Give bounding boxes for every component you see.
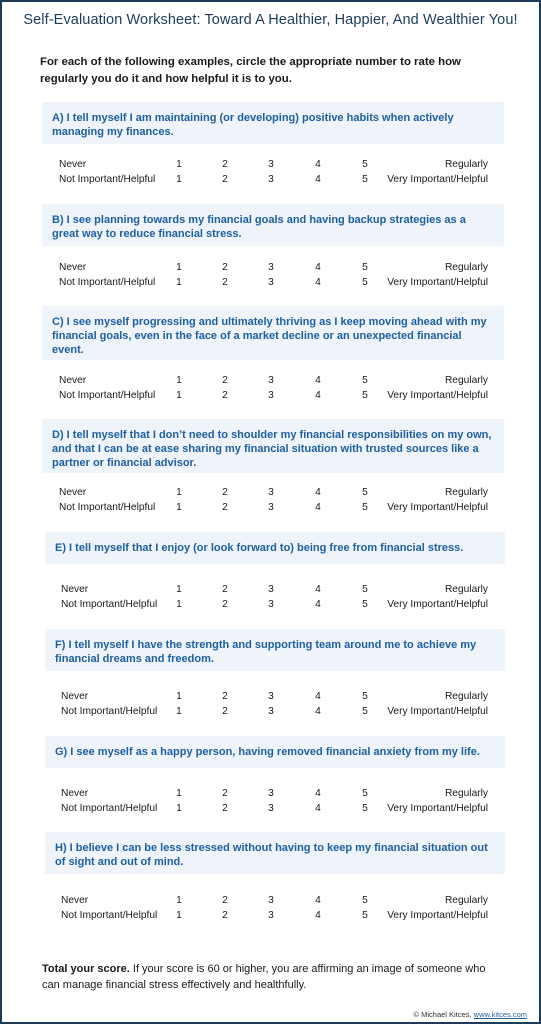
rating-high-label: Regularly: [444, 159, 488, 170]
importance-rating-row: [61, 910, 488, 924]
rating-option-5[interactable]: 5: [362, 159, 368, 170]
rating-option-1[interactable]: 1: [176, 584, 182, 595]
rating-option-1[interactable]: 1: [176, 487, 182, 498]
frequency-rating-row: [61, 691, 488, 705]
rating-option-3[interactable]: 3: [268, 788, 274, 799]
rating-option-1[interactable]: 1: [176, 803, 182, 814]
rating-high-label: Regularly: [444, 487, 488, 498]
rating-option-1[interactable]: 1: [176, 788, 182, 799]
rating-low-label: Not Important/Helpful: [59, 502, 156, 513]
rating-option-1[interactable]: 1: [176, 599, 182, 610]
rating-option-3[interactable]: 3: [268, 390, 274, 401]
rating-option-4[interactable]: 4: [315, 599, 321, 610]
rating-option-3[interactable]: 3: [268, 691, 274, 702]
rating-option-2[interactable]: 2: [222, 174, 228, 185]
page-title: Self-Evaluation Worksheet: Toward A Healthier, Happier, And Wealthier You!: [23, 12, 518, 28]
rating-option-1[interactable]: 1: [176, 277, 182, 288]
rating-low-label: Never: [61, 584, 89, 595]
rating-option-4[interactable]: 4: [315, 691, 321, 702]
rating-option-3[interactable]: 3: [268, 706, 274, 717]
importance-rating-row: [59, 277, 488, 291]
rating-option-2[interactable]: 2: [222, 487, 228, 498]
rating-high-label: Regularly: [444, 895, 488, 906]
rating-high-label: Very Important/Helpful: [387, 803, 488, 814]
rating-option-5[interactable]: 5: [362, 502, 368, 513]
rating-option-2[interactable]: 2: [222, 390, 228, 401]
rating-low-label: Not Important/Helpful: [61, 910, 158, 921]
rating-high-label: Regularly: [444, 262, 488, 273]
rating-high-label: Regularly: [444, 691, 488, 702]
rating-high-label: Very Important/Helpful: [387, 277, 488, 288]
rating-option-4[interactable]: 4: [315, 910, 321, 921]
importance-rating-row: [59, 174, 488, 188]
rating-option-5[interactable]: 5: [362, 910, 368, 921]
rating-option-5[interactable]: 5: [362, 803, 368, 814]
rating-high-label: Very Important/Helpful: [387, 174, 488, 185]
rating-low-label: Not Important/Helpful: [61, 599, 158, 610]
rating-option-1[interactable]: 1: [176, 390, 182, 401]
rating-option-5[interactable]: 5: [362, 375, 368, 386]
rating-option-2[interactable]: 2: [222, 502, 228, 513]
total-score-text: If your score is 60 or higher, you are affirming an image of someone who can manage financial stress effectively and healthfully.: [42, 963, 486, 991]
copyright-credit: [414, 1010, 527, 1019]
rating-option-5[interactable]: 5: [362, 390, 368, 401]
rating-option-1[interactable]: 1: [176, 375, 182, 386]
rating-option-5[interactable]: 5: [362, 895, 368, 906]
importance-rating-row: [59, 390, 488, 404]
frequency-rating-row: [59, 375, 488, 389]
rating-option-4[interactable]: 4: [315, 584, 321, 595]
rating-option-2[interactable]: 2: [222, 910, 228, 921]
rating-low-label: Never: [59, 375, 87, 386]
rating-option-5[interactable]: 5: [362, 262, 368, 273]
rating-high-label: Very Important/Helpful: [387, 706, 488, 717]
copyright-text: © Michael Kitces,: [413, 1010, 474, 1019]
rating-option-1[interactable]: 1: [176, 159, 182, 170]
question-e: E) I tell myself that I enjoy (or look forward to) being free from financial stress.: [45, 532, 505, 564]
frequency-rating-row: [61, 895, 488, 909]
importance-rating-row: [59, 502, 488, 516]
rating-option-2[interactable]: 2: [222, 584, 228, 595]
rating-option-1[interactable]: 1: [176, 706, 182, 717]
question-c: C) I see myself progressing and ultimately thriving as I keep moving ahead with my financial goals, even in the face of a market decline or an unexpected financial event.: [42, 306, 504, 360]
rating-option-3[interactable]: 3: [268, 910, 274, 921]
website-link[interactable]: www.kitces.com: [473, 1010, 527, 1019]
rating-low-label: Not Important/Helpful: [61, 706, 158, 717]
rating-option-1[interactable]: 1: [176, 910, 182, 921]
rating-low-label: Never: [59, 159, 87, 170]
rating-option-2[interactable]: 2: [222, 803, 228, 814]
rating-option-5[interactable]: 5: [362, 487, 368, 498]
rating-low-label: Not Important/Helpful: [59, 277, 156, 288]
rating-option-2[interactable]: 2: [222, 375, 228, 386]
rating-option-2[interactable]: 2: [222, 788, 228, 799]
frequency-rating-row: [59, 262, 488, 276]
rating-high-label: Regularly: [444, 584, 488, 595]
rating-option-1[interactable]: 1: [176, 174, 182, 185]
question-b: B) I see planning towards my financial goals and having backup strategies as a great way to reduce financial stress.: [42, 204, 504, 246]
rating-option-3[interactable]: 3: [268, 277, 274, 288]
question-h: H) I believe I can be less stressed without having to keep my financial situation out of sight and out of mind.: [45, 832, 505, 874]
rating-option-2[interactable]: 2: [222, 277, 228, 288]
rating-option-2[interactable]: 2: [222, 706, 228, 717]
rating-option-1[interactable]: 1: [176, 691, 182, 702]
rating-low-label: Never: [61, 691, 89, 702]
rating-option-5[interactable]: 5: [362, 174, 368, 185]
rating-option-4[interactable]: 4: [315, 895, 321, 906]
rating-option-1[interactable]: 1: [176, 262, 182, 273]
rating-option-4[interactable]: 4: [315, 262, 321, 273]
total-score-note: [42, 961, 499, 993]
rating-option-3[interactable]: 3: [268, 262, 274, 273]
rating-option-3[interactable]: 3: [268, 502, 274, 513]
rating-option-5[interactable]: 5: [362, 788, 368, 799]
rating-option-2[interactable]: 2: [222, 599, 228, 610]
frequency-rating-row: [59, 487, 488, 501]
importance-rating-row: [61, 599, 488, 613]
rating-option-5[interactable]: 5: [362, 691, 368, 702]
rating-option-4[interactable]: 4: [315, 375, 321, 386]
rating-option-3[interactable]: 3: [268, 803, 274, 814]
rating-option-2[interactable]: 2: [222, 262, 228, 273]
rating-option-5[interactable]: 5: [362, 706, 368, 717]
frequency-rating-row: [61, 584, 488, 598]
rating-option-2[interactable]: 2: [222, 895, 228, 906]
rating-low-label: Not Important/Helpful: [61, 803, 158, 814]
rating-high-label: Very Important/Helpful: [387, 599, 488, 610]
question-a: A) I tell myself I am maintaining (or developing) positive habits when actively managing my finances.: [42, 102, 504, 144]
rating-option-3[interactable]: 3: [268, 487, 274, 498]
total-score-heading: Total your score.: [42, 963, 130, 975]
rating-option-5[interactable]: 5: [362, 599, 368, 610]
rating-option-3[interactable]: 3: [268, 895, 274, 906]
rating-option-1[interactable]: 1: [176, 502, 182, 513]
importance-rating-row: [61, 803, 488, 817]
rating-option-5[interactable]: 5: [362, 584, 368, 595]
rating-option-4[interactable]: 4: [315, 390, 321, 401]
rating-option-3[interactable]: 3: [268, 375, 274, 386]
rating-high-label: Very Important/Helpful: [387, 390, 488, 401]
rating-option-3[interactable]: 3: [268, 174, 274, 185]
rating-option-4[interactable]: 4: [315, 159, 321, 170]
rating-option-4[interactable]: 4: [315, 277, 321, 288]
rating-option-4[interactable]: 4: [315, 706, 321, 717]
rating-option-2[interactable]: 2: [222, 159, 228, 170]
instructions: For each of the following examples, circle the appropriate number to rate how regularly you do it and how helpful it is to you.: [40, 56, 461, 85]
rating-option-5[interactable]: 5: [362, 277, 368, 288]
rating-low-label: Never: [61, 895, 89, 906]
rating-option-4[interactable]: 4: [315, 174, 321, 185]
rating-option-3[interactable]: 3: [268, 584, 274, 595]
rating-option-2[interactable]: 2: [222, 691, 228, 702]
question-g: G) I see myself as a happy person, having removed financial anxiety from my life.: [45, 736, 505, 768]
rating-option-1[interactable]: 1: [176, 895, 182, 906]
rating-high-label: Regularly: [444, 375, 488, 386]
rating-low-label: Never: [61, 788, 89, 799]
rating-low-label: Never: [59, 262, 87, 273]
rating-low-label: Not Important/Helpful: [59, 390, 156, 401]
rating-option-3[interactable]: 3: [268, 599, 274, 610]
rating-high-label: Very Important/Helpful: [387, 910, 488, 921]
frequency-rating-row: [59, 159, 488, 173]
rating-option-4[interactable]: 4: [315, 502, 321, 513]
importance-rating-row: [61, 706, 488, 720]
question-f: F) I tell myself I have the strength and supporting team around me to achieve my financial dreams and freedom.: [45, 629, 505, 671]
rating-option-3[interactable]: 3: [268, 159, 274, 170]
question-d: D) I tell myself that I don’t need to shoulder my financial responsibilities on my own, and that I can be at ease sharing my financial situation with trusted sources like a partner or financial advisor.: [42, 419, 504, 473]
rating-option-4[interactable]: 4: [315, 487, 321, 498]
rating-high-label: Regularly: [444, 788, 488, 799]
rating-option-4[interactable]: 4: [315, 803, 321, 814]
rating-low-label: Not Important/Helpful: [59, 174, 156, 185]
frequency-rating-row: [61, 788, 488, 802]
rating-low-label: Never: [59, 487, 87, 498]
rating-option-4[interactable]: 4: [315, 788, 321, 799]
rating-high-label: Very Important/Helpful: [387, 502, 488, 513]
